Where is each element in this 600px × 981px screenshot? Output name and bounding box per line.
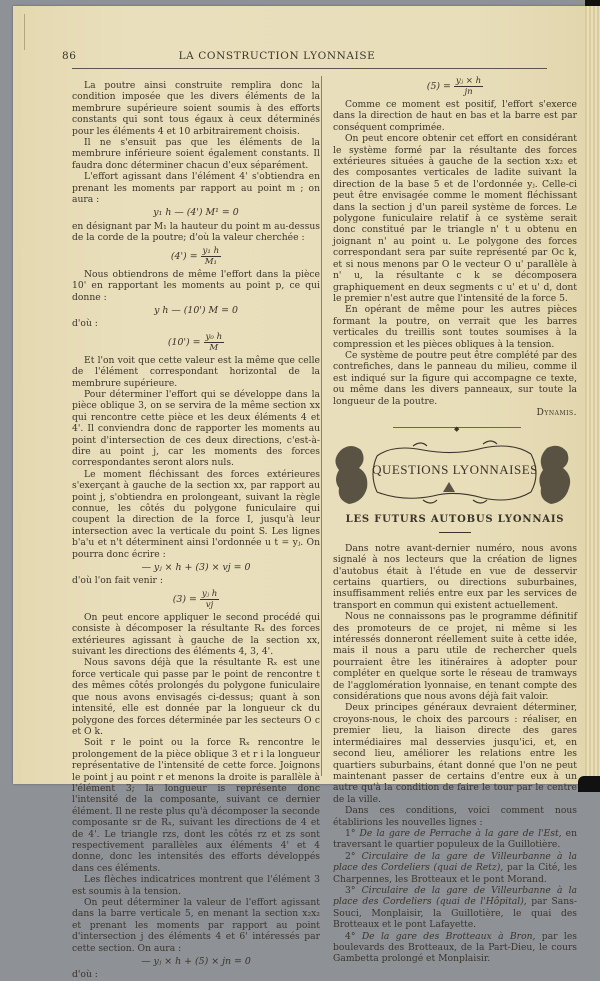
formula: y₁ h — (4') M¹ = 0 <box>153 207 239 219</box>
denominator: M₁ <box>204 256 217 267</box>
numerator: yⱼ h <box>201 588 218 599</box>
numerator: y₁ h <box>202 245 220 256</box>
line-number: 4° <box>345 930 356 942</box>
header-rule <box>72 68 547 69</box>
bus-line-item <box>333 851 577 885</box>
paragraph: Dans notre avant-dernier numéro, nous avons signalé à nos lecteurs que la création de lignes d'autobus était à l'étude en vue de desservir certains quartiers, ou directions suburbaines, insuffisamment reliés entre eux par les services de transport en commun qui existent actuellement. <box>333 542 577 611</box>
fraction <box>204 332 225 353</box>
formula-fraction <box>72 246 320 267</box>
denominator: jn <box>464 87 473 97</box>
line-route: Circulaire de la gare de Villeurbanne à la place des Cordeliers (quai de Retz), <box>333 850 578 874</box>
line-number: 3° <box>345 884 356 896</box>
paragraph: Pour déterminer l'effort qui se développe dans la pièce oblique 3, on se servira de la même section xx qui rencontre cette pièce et les deux éléments 4 et 4'. Il conviendra donc de rapporter les moments au point d'intersection de ces deux directions, c'est-à-dire au point j, car les moments des forces correspondantes seront alors nuls. <box>72 388 320 469</box>
label-dou: d'où l'on fait venir : <box>72 575 163 587</box>
paragraph: Il ne s'ensuit pas que les éléments de la membrure inférieure soient également constants. Il faudra donc déterminer chacun d'eux séparément. <box>72 137 320 171</box>
paragraph: Comme ce moment est positif, l'effort s'exerce dans la direction de haut en bas et la barre est par conséquent comprimée. <box>333 99 577 133</box>
banner-title: QUESTIONS LYONNAISES <box>372 462 538 478</box>
denominator: vj <box>205 599 214 610</box>
paragraph: On peut déterminer la valeur de l'effort agissant dans la barre verticale 5, en menant la section x₂x₂ et prenant les moments par rapport au point d'intersection j des éléments 4 et 6' intéressés par cette section. On aura : <box>72 897 320 954</box>
formula-lhs: (10') = <box>167 336 201 348</box>
running-title: LA CONSTRUCTION LYONNAISE <box>178 50 376 62</box>
paragraph: La poutre ainsi construite remplira donc la condition imposée que les divers éléments de la membrure supérieure soient soumis à des efforts constants qui sont tous égaux à ceux déterminés pour les éléments 4 et 10 arbitrairement choisis. <box>72 80 320 137</box>
paragraph: Nous obtiendrons de même l'effort dans la pièce 10' en rapportant les moments au point p, ce qui donne : <box>72 268 320 303</box>
line-description: par Sans-Souci, Monplaisir, la Guillotière, le quai des Brotteaux et le pont Lafayette. <box>333 896 577 931</box>
denominator: M <box>209 342 219 353</box>
paragraph: Nous ne connaissons pas le programme définitif des promoteurs de ce projet, ni même si les intéressés donneront réellement suite à cette idée, mais il nous a paru utile de rechercher quels pourraient être les itinéraires à adopter pour compléter en quelque sorte le réseau de tramways de l'agglomération lyonnaise, en tenant compte des considérations que nous avons déjà fait valoir. <box>333 611 577 703</box>
line-route: De la gare de Perrache à la gare de l'Est, <box>359 827 562 839</box>
label-dou: d'où : <box>72 969 98 981</box>
bus-line-item <box>333 885 577 931</box>
numerator: y₀ h <box>205 331 223 342</box>
line-description: par les boulevards des Brotteaux, de la Part-Dieu, le cours Gambetta prolongé et Monplaisir. <box>333 930 578 965</box>
paragraph: En opérant de même pour les autres pièces formant la poutre, on verrait que les barres verticales du treillis sont toutes soumises à la compression et les pièces obliques à la tension. <box>333 304 577 350</box>
formula: y h — (10') M = 0 <box>154 304 238 316</box>
paragraph: Les flèches indicatrices montrent que l'élément 3 est soumis à la tension. <box>72 874 320 897</box>
article-title: LES FUTURS AUTOBUS LYONNAIS <box>345 514 565 526</box>
paragraph: Ce système de poutre peut être complété par des contrefiches, dans le panneau du milieu, comme il est indiqué sur la figure qui accompagne ce texte, ou même dans les divers panneaux, sur toute la longueur de la poutre. <box>333 349 577 407</box>
paragraph: L'effort agissant dans l'élément 4' s'obtiendra en prenant les moments par rapport au point m ; on aura : <box>72 171 320 206</box>
numerator: yⱼ × h <box>455 76 482 86</box>
author-signature: Dynamis. <box>536 406 577 418</box>
margin-mark <box>24 14 25 50</box>
formula-lhs: (4') = <box>170 250 198 262</box>
column-divider <box>321 76 322 776</box>
right-column <box>333 74 577 965</box>
line-route: De la gare des Brotteaux à Bron, <box>361 930 536 942</box>
scan-corner-bottom <box>578 776 600 792</box>
line-description: par la Cité, les Charpennes, les Brotteaux et le pont Morand. <box>333 862 577 885</box>
fraction <box>201 246 222 267</box>
paragraph: Le moment fléchissant des forces extérieures s'exerçant à gauche de la section xx, par rapport au point j, s'obtiendra en prolongeant, suivant la règle connue, les côtés du polygone funiculaire qui coupent la direction de la force I, jusqu'à leur intersection avec la verticale du point S. Les lignes b'a'u et n't déterminent ainsi l'ordonnée u t = yⱼ. On pourra donc écrire : <box>72 468 320 560</box>
line-description: en traversant le quartier populeux de la Guillotière. <box>333 827 578 851</box>
bus-line-item <box>333 828 577 851</box>
formula-fraction <box>333 76 577 97</box>
bus-line-item <box>333 931 577 965</box>
label-dou: d'où : <box>72 318 98 330</box>
formula-fraction <box>72 589 320 610</box>
title-rule <box>439 532 471 533</box>
paragraph: en désignant par M₁ la hauteur du point m au-dessus de la corde de la poutre; d'où la valeur cherchée : <box>72 220 320 244</box>
line-number: 1° <box>345 827 356 839</box>
line-number: 2° <box>345 850 356 862</box>
left-column <box>72 80 320 981</box>
formula: — yⱼ × h + (5) × jn = 0 <box>141 956 251 968</box>
paragraph: Dans ces conditions, voici comment nous établirions les nouvelles lignes : <box>333 805 577 828</box>
paragraph: Soit r le point ou la force Rₓ rencontre le prolongement de la pièce oblique 3 et r i la longueur représentative de l'intensité de cette force. Joignons le point j au point r et menons la droite is parallèle à l'élément 3; la longueur is représente donc l'intensité de la composante, suivant ce dernier élément. Il ne reste plus qu'à décomposer la seconde composante sr de Rₓ, suivant les directions de 4 et de 4'. Le triangle rzs, dont les côtés rz et zs sont respectivement parallèles aux éléments 4' et 4 donne, donc les intensités des efforts développés dans ces éléments. <box>72 737 320 874</box>
paragraph: Nous savons déjà que la résultante Rₓ est une force verticale qui passe par le point de rencontre t des mêmes côtés prolongés du polygone funiculaire que nous avons envisagés ci-dessus; quant à son intensité, elle est donnée par la longueur ck du polygone des forces déterminée par les secteurs O c et O k. <box>72 657 320 737</box>
fraction <box>200 589 219 610</box>
paragraph: Deux principes généraux devraient déterminer, croyons-nous, le choix des parcours : réaliser, en premier lieu, la liaison directe des gares intermédiaires mal desservies jusqu'ici, et, en second lieu, améliorer les relations entre les quartiers suburbains, étant donné que l'on ne peut maintenant passer de certains d'entre eux à un autre qu'à la condition de faire le tour par le centre de la ville. <box>333 702 577 805</box>
page-header <box>62 50 492 64</box>
page-edge-stack <box>585 6 600 784</box>
formula-fraction <box>72 332 320 353</box>
formula: — yⱼ × h + (3) × vj = 0 <box>141 562 251 574</box>
line-route: Circulaire de la gare de Villeurbanne à la place des Cordeliers (quai de l'Hôpital), <box>333 884 578 908</box>
section-separator: ◆ <box>333 422 577 432</box>
page-number: 86 <box>62 50 77 62</box>
paragraph: On peut encore obtenir cet effort en considérant le système formé par la résultante des forces extérieures situées à gauche de la section x₂x₂ et des composantes verticales de ladite suivant la direction de la base 5 et de l'ordonnée yⱼ. Celle-ci peut être envisagée comme le moment fléchissant dans la section j d'un pareil système de forces. Le polygone funiculaire relatif à ce système serait donc constitué par le triangle n' t u obtenu en joignant n' au point u. Le polygone des forces correspondant sera par suite représenté par Oc k, et si nous menons par O le vecteur O u' parallèle à n' u, la résultante c k se décomposera graphiquement en deux segments c u' et u' d, dont le premier n'est autre que l'intensité de la force 5. <box>333 133 577 304</box>
section-banner <box>333 436 577 510</box>
paragraph: Et l'on voit que cette valeur est la même que celle de l'élément correspondant horizontal de la membrure supérieure. <box>72 354 320 389</box>
fraction <box>454 76 483 97</box>
formula-lhs: (5) = <box>426 81 451 92</box>
paragraph: On peut encore appliquer le second procédé qui consiste à décomposer la résultante Rₓ des forces extérieures agissant à gauche de la section xx, suivant les directions des éléments 4, 3, 4'. <box>72 611 320 658</box>
formula-lhs: (3) = <box>172 593 197 605</box>
